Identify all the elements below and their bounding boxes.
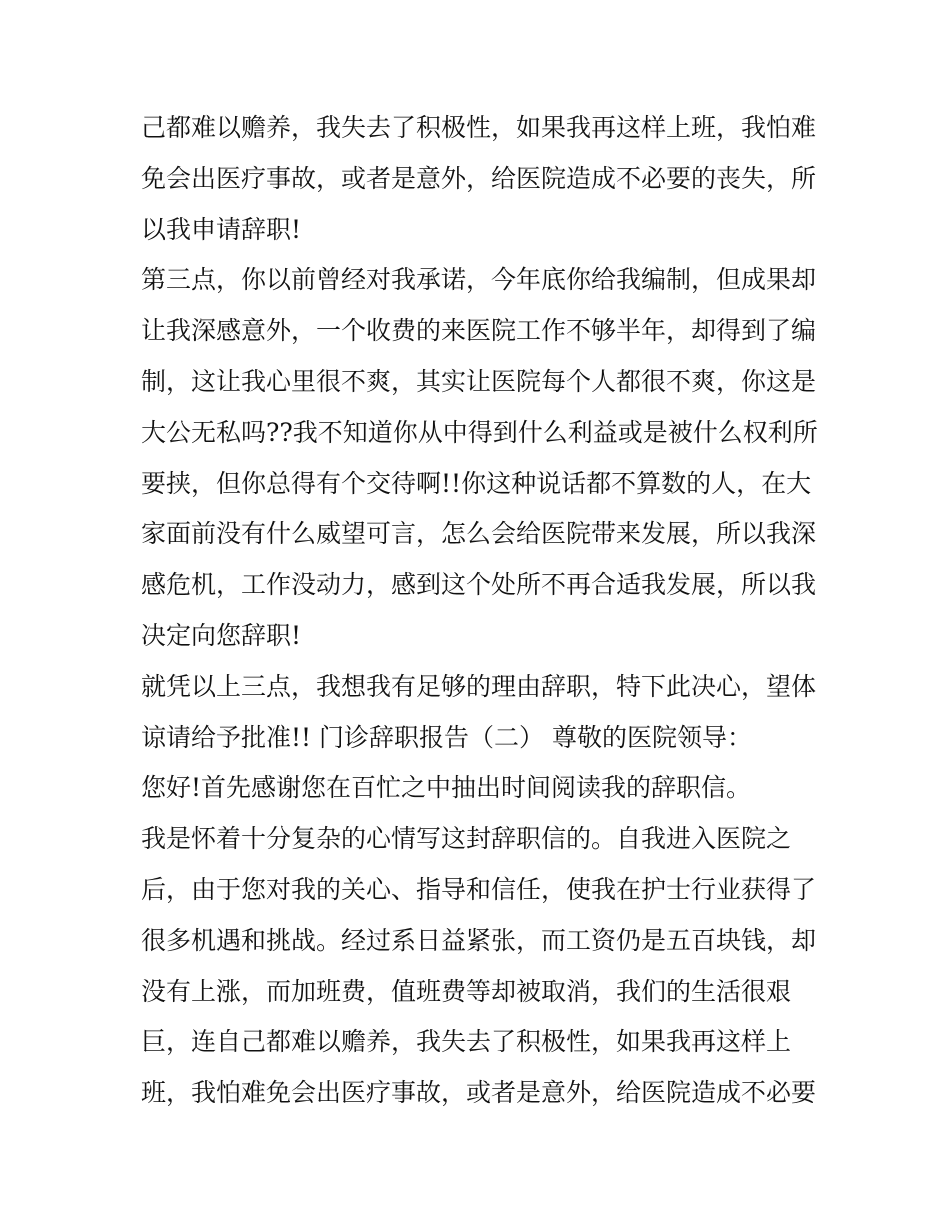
text-line: 家面前没有什么威望可言，怎么会给医院带来发展，所以我深 <box>141 519 817 549</box>
text-line: 让我深感意外，一个收费的来医院工作不够半年，却得到了编 <box>141 316 817 346</box>
text-line: 班，我怕难免会出医疗事故，或者是意外，给医院造成不必要 <box>141 1078 817 1108</box>
text-line: 就凭以上三点，我想我有足够的理由辞职，特下此决心，望体 <box>141 671 817 701</box>
text-line: 您好!首先感谢您在百忙之中抽出时间阅读我的辞职信。 <box>141 773 752 803</box>
text-line: 没有上涨，而加班费，值班费等却被取消，我们的生活很艰 <box>141 976 792 1006</box>
document-body <box>141 103 821 1119</box>
text-line: 感危机，工作没动力，感到这个处所不再合适我发展，所以我 <box>141 570 817 600</box>
text-line: 制，这让我心里很不爽，其实让医院每个人都很不爽，你这是 <box>141 366 817 396</box>
text-line: 免会出医疗事故，或者是意外，给医院造成不必要的丧失，所 <box>141 163 817 193</box>
text-line: 巨，连自己都难以赡养，我失去了积极性，如果我再这样上 <box>141 1027 792 1057</box>
text-line: 很多机遇和挑战。经过系日益紧张，而工资仍是五百块钱，却 <box>141 925 817 955</box>
text-line: 我是怀着十分复杂的心情写这封辞职信的。自我进入医院之 <box>141 824 792 854</box>
text-line: 后，由于您对我的关心、指导和信任，使我在护士行业获得了 <box>141 874 817 904</box>
text-line: 第三点，你以前曾经对我承诺，今年底你给我编制，但成果却 <box>141 265 817 295</box>
text-line: 谅请给予批准!! 门诊辞职报告（二） 尊敬的医院领导： <box>141 722 752 752</box>
text-line: 要挟，但你总得有个交待啊!!你这种说话都不算数的人，在大 <box>141 468 812 498</box>
text-line: 决定向您辞职! <box>141 620 302 650</box>
text-line: 己都难以赡养，我失去了积极性，如果我再这样上班，我怕难 <box>141 113 817 142</box>
text-line: 以我申请辞职! <box>141 214 302 244</box>
text-line: 大公无私吗??我不知道你从中得到什么利益或是被什么权利所 <box>141 417 818 447</box>
